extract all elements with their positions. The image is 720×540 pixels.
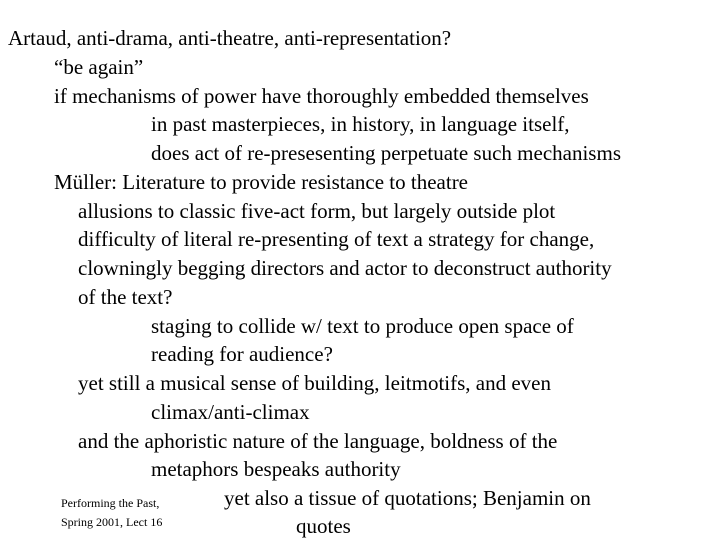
- text-line: climax/anti-climax: [151, 400, 310, 424]
- text-line: staging to collide w/ text to produce open space of: [151, 314, 574, 338]
- text-line: clowningly begging directors and actor to deconstruct authority: [78, 256, 612, 280]
- text-line: yet still a musical sense of building, leitmotifs, and even: [78, 371, 551, 395]
- text-line: if mechanisms of power have thoroughly embedded themselves: [54, 84, 589, 108]
- text-line: reading for audience?: [151, 342, 333, 366]
- text-line: yet also a tissue of quotations; Benjamin on: [224, 486, 591, 510]
- footer-course: Performing the Past,: [61, 496, 160, 510]
- footer-lecture: Spring 2001, Lect 16: [61, 515, 163, 529]
- text-line: metaphors bespeaks authority: [151, 457, 401, 481]
- text-line: allusions to classic five-act form, but largely outside plot: [78, 199, 556, 223]
- text-line: “be again”: [54, 55, 144, 79]
- text-line: in past masterpieces, in history, in language itself,: [151, 112, 570, 136]
- text-line: does act of re-presesenting perpetuate such mechanisms: [151, 141, 621, 165]
- text-line: quotes: [296, 514, 351, 538]
- text-line: Müller: Literature to provide resistance to theatre: [54, 170, 469, 194]
- text-line: of the text?: [78, 285, 173, 309]
- heading-line: Artaud, anti-drama, anti-theatre, anti-representation?: [8, 26, 452, 50]
- text-line: difficulty of literal re-presenting of text a strategy for change,: [78, 227, 595, 251]
- text-line: and the aphoristic nature of the language, boldness of the: [78, 429, 558, 453]
